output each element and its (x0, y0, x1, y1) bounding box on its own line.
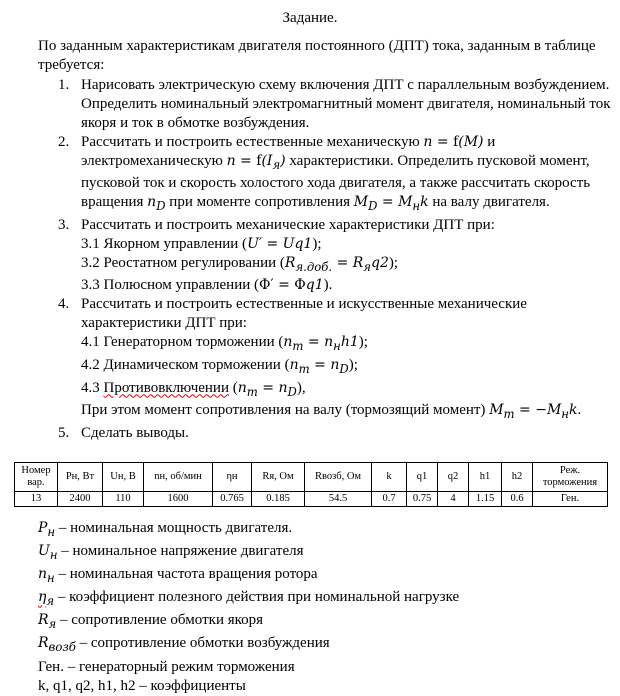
task-text: Нарисовать электрическую схему включения ДПТ с параллельным возбуждением. Определить номинальный электромагнитный момент двигателя, номинальный ток якоря и ток в обмотке возбуждения. (81, 77, 611, 131)
table-header-cell: Uн, В (103, 463, 144, 492)
table-header-cell: q1 (407, 463, 438, 492)
table-header-row (15, 463, 608, 492)
task-number: 4. (58, 296, 70, 313)
subtask-3-1: 3.1 Якорном управлении (U′ = Uq1); (81, 235, 322, 252)
formula-gen: $n_т = n_нh1$ (283, 334, 359, 353)
task-text-part: и электромеханическую (81, 133, 496, 169)
legend-text: – сопротивление обмотки якоря (56, 612, 264, 629)
table-header-cell: Rя, Ом (252, 463, 305, 492)
task-text-part: характеристики. Определить пусковой момент, пусковой ток и скорость холостого хода двигателя, а также рассчитать скорость вращения (81, 152, 591, 211)
formula-md: $M_D = M_нk$ (353, 194, 429, 214)
task-number: 1. (58, 77, 70, 93)
subtask-3-2: 3.2 Реостатном регулировании $(R_{я.доб.} = R_яq2)$; (81, 254, 399, 274)
table-cell: 0.6 (502, 492, 533, 507)
table-cell: 0.7 (372, 492, 407, 507)
task-text: Сделать выводы. (81, 424, 189, 441)
legend-item (38, 565, 613, 588)
table-cell: 1.15 (469, 492, 502, 507)
subtask-4-3: 4.3 Противовключении $(n_т = n_D)$, (81, 379, 306, 399)
table-cell: 0.185 (252, 492, 305, 507)
task-item-1 (38, 76, 618, 133)
subtask-3-3: 3.3 Полюсном управлении (Φ′ = Φq1). (81, 277, 333, 294)
task-text: Рассчитать и построить механические характеристики ДПТ при: (81, 216, 495, 233)
legend-item (38, 542, 613, 565)
legend-item (38, 588, 613, 611)
table-cell: 4 (438, 492, 469, 507)
formula-u: U′ = Uq1 (247, 235, 313, 252)
subtask-label: ( (228, 379, 238, 396)
table-header-cell: h1 (469, 463, 502, 492)
table-cell: 110 (103, 492, 144, 507)
task-number: 5. (58, 424, 70, 441)
symbol-un: $U_н$ (38, 543, 58, 562)
task-item-4 (38, 295, 618, 424)
formula-phi: Φ′ = Φq1 (259, 277, 324, 294)
table-cell: 54.5 (305, 492, 372, 507)
table-header-cell: q2 (438, 463, 469, 492)
table-header-cell: h2 (502, 463, 533, 492)
formula-electromech: $n = f(I_я)$ (226, 152, 286, 172)
subtask-label: 3.2 Реостатном регулировании ( (81, 254, 285, 271)
table-cell: 0.75 (407, 492, 438, 507)
subtask-label: 3.1 Якорном управлении ( (81, 235, 248, 252)
formula-counter: $n_т = n_D$ (237, 379, 297, 399)
symbol-rvozb: $R_{возб}$ (38, 635, 76, 655)
legend-item (38, 519, 613, 542)
table-cell: 0.765 (213, 492, 252, 507)
legend-text: – коэффициент полезного действия при номинальной нагрузке (54, 589, 460, 606)
legend-text: – номинальная мощность двигателя. (55, 520, 293, 536)
table-header-cell: Pн, Вт (58, 463, 103, 492)
table-header-cell: nн, об/мин (144, 463, 213, 492)
symbol-nn: $n_н$ (38, 566, 55, 585)
subtask-label: 3.3 Полюсном управлении ( (81, 277, 260, 294)
table-cell: Ген. (533, 492, 608, 507)
symbol-eta: $\eta_я$ (38, 589, 55, 609)
intro-paragraph: По заданным характеристикам двигателя постоянного (ДПТ) тока, заданным в таблице требуется: (38, 38, 596, 73)
subtask-label: 4.3 (81, 379, 104, 396)
legend-list (38, 519, 613, 696)
symbol-rya: $R_я$ (38, 612, 57, 632)
formula-dyn: $n_т = n_D$ (289, 356, 349, 376)
legend-text: – сопротивление обмотки возбуждения (75, 635, 330, 652)
legend-item (38, 611, 613, 634)
task-text-part: на валу двигателя. (428, 194, 550, 211)
formula-mech: n = f(M) (423, 133, 484, 150)
task-text-part: при моменте сопротивления (165, 194, 354, 211)
table-row (15, 492, 608, 507)
subtask-4-final: При этом момент сопротивления на валу (тормозящий момент) $M_т = -M_нk$. (81, 402, 582, 422)
table-header-cell: ηн (213, 463, 252, 492)
task-text-part: Рассчитать и построить естественные механическую (81, 133, 424, 150)
subtask-4-1: 4.1 Генераторном торможении $(n_т = n_нh1)$; (81, 334, 368, 353)
legend-text: – номинальное напряжение двигателя (57, 543, 304, 560)
task-number: 3. (58, 216, 70, 233)
legend-item (38, 634, 613, 657)
task-number: 2. (58, 133, 70, 150)
subtask-label: 4.2 Динамическом торможении ( (81, 356, 290, 373)
table-cell: 13 (15, 492, 58, 507)
table-cell: 1600 (144, 492, 213, 507)
table-cell: 2400 (58, 492, 103, 507)
subtask-label: При этом момент сопротивления на валу (тормозящий момент) (81, 402, 490, 419)
page-title: Задание. (282, 10, 338, 26)
legend-item: Ген. – генераторный режим торможения (38, 658, 295, 675)
parameters-table (14, 462, 608, 507)
legend-text: – номинальная частота вращения ротора (54, 566, 318, 583)
table-header-cell: k (372, 463, 407, 492)
task-item-5 (38, 424, 618, 443)
task-list (38, 76, 618, 443)
subtask-4-2: 4.2 Динамическом торможении $(n_т = n_D)$; (81, 356, 358, 376)
task-item-2 (38, 133, 618, 216)
task-item-3 (38, 216, 618, 295)
task-text: Рассчитать и построить естественные и искусственные механические характеристики ДПТ при: (81, 296, 527, 332)
subtask-label: 4.1 Генераторном торможении ( (81, 334, 284, 351)
formula-nd: $n_D$ (147, 194, 166, 214)
table-header-cell: Реж. торможения (533, 463, 608, 492)
formula-r: $R_{я.доб.} = R_яq2$ (284, 254, 389, 274)
symbol-pn: $P_н$ (38, 520, 56, 539)
formula-mt: $M_т = -M_нk$ (489, 402, 578, 422)
table-header-cell: Номер вар. (15, 463, 58, 492)
table-header-cell: Rвозб, Ом (305, 463, 372, 492)
spell-flagged-word: Противовключении (103, 379, 229, 396)
legend-item: k, q1, q2, h1, h2 – коэффициенты (38, 677, 246, 694)
